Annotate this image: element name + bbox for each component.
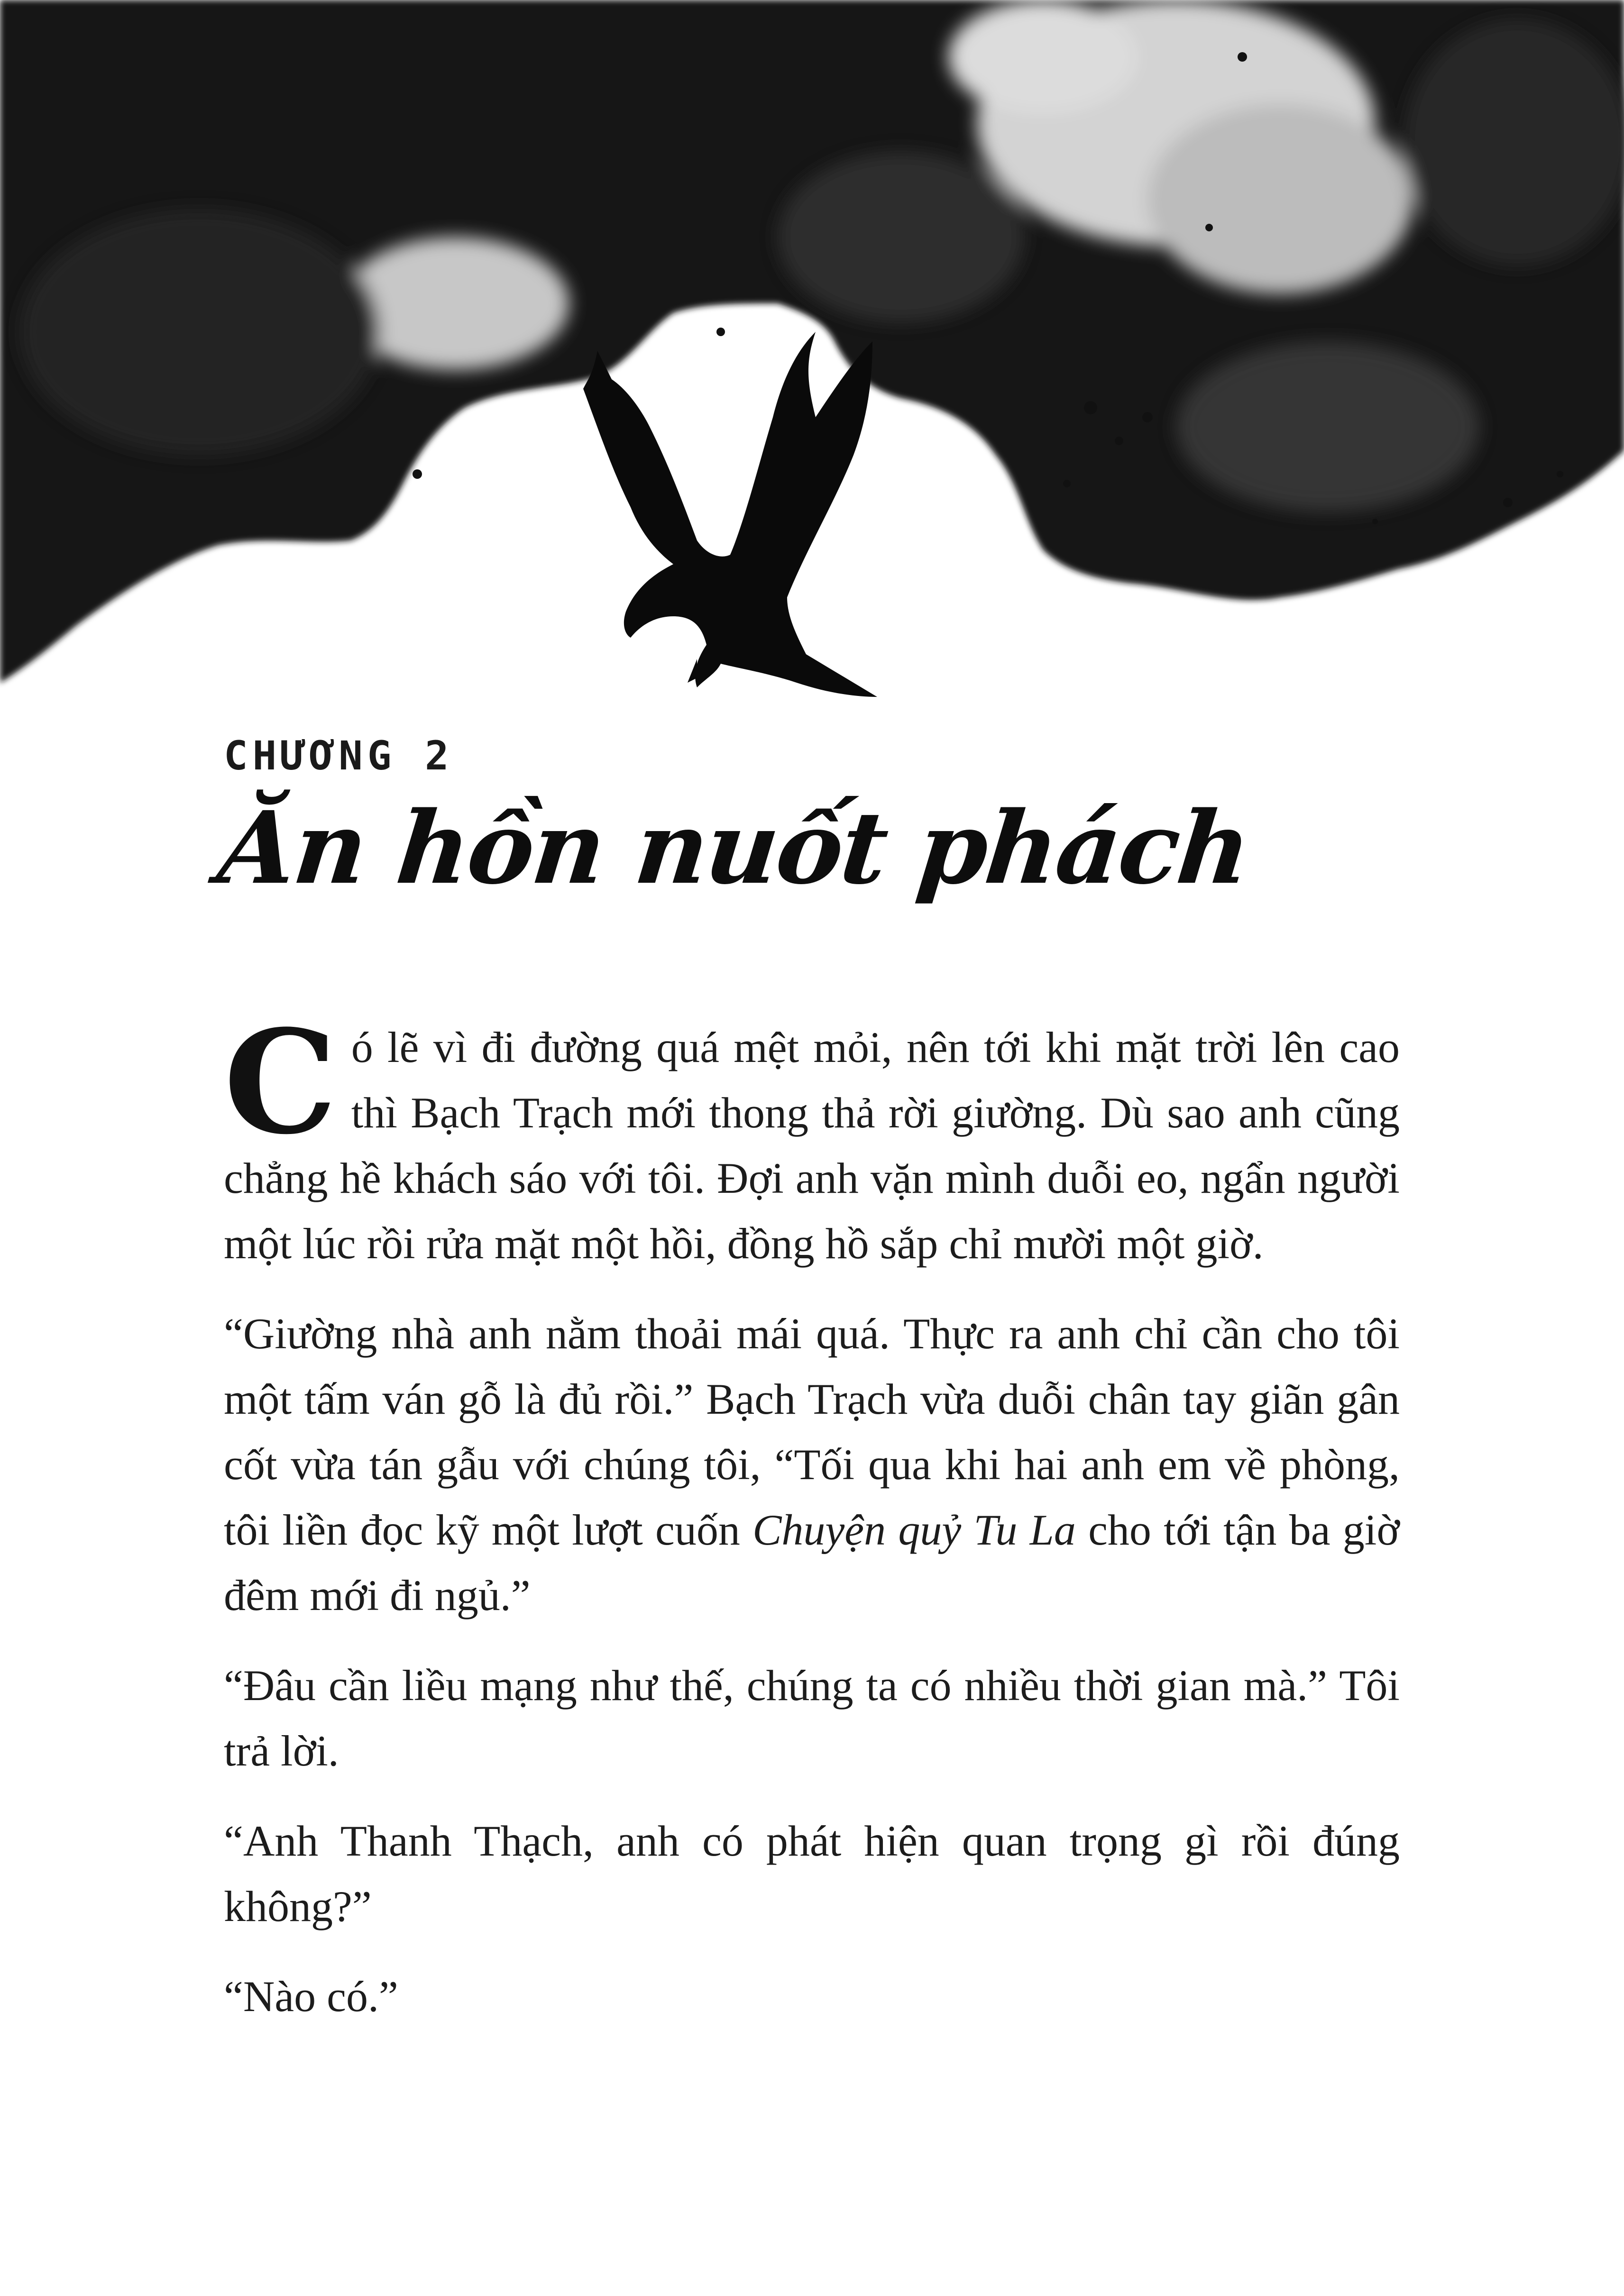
paragraph <box>224 1301 1400 1628</box>
paragraph <box>224 998 1400 1276</box>
paragraph-text: “Giường nhà anh nằm thoải mái quá. Thực ra anh chỉ cần cho tôi một tấm ván gỗ là đủ rồi.” Bạch Trạch vừa duỗi chân tay giãn gân cốt vừa tán gẫu với chúng tôi, “Tối qua khi hai anh em về phòng, tôi liền đọc kỹ một lượt cuốn <box>224 1309 1400 1554</box>
ink-wash-illustration <box>0 0 1624 740</box>
chapter-title: Ăn hồn nuốt phách <box>213 789 1255 906</box>
paragraph: “Đâu cần liều mạng như thế, chúng ta có nhiều thời gian mà.” Tôi trả lời. <box>224 1661 1400 1775</box>
crow-illustration <box>583 332 877 697</box>
paragraph-text: ó lẽ vì đi đường quá mệt mỏi, nên tới khi mặt trời lên cao thì Bạch Trạch mới thong thả rời giường. Dù sao anh cũng chẳng hề khách sáo với tôi. Đợi anh vặn mình duỗi eo, ngẩn người một lúc rồi rửa mặt một hồi, đồng hồ sắp chỉ mười một giờ. <box>224 1023 1400 1268</box>
paragraph: “Anh Thanh Thạch, anh có phát hiện quan trọng gì rồi đúng không?” <box>224 1817 1400 1930</box>
chapter-number: CHƯƠNG 2 <box>224 732 454 779</box>
chapter-body <box>224 998 1400 2054</box>
drop-cap: C <box>224 998 337 1166</box>
book-title: Chuyện quỷ Tu La <box>752 1506 1076 1554</box>
paragraph: “Nào có.” <box>224 1972 398 2021</box>
paragraph-text: cho tới tận ba giờ đêm mới đi ngủ.” <box>224 1506 1400 1619</box>
